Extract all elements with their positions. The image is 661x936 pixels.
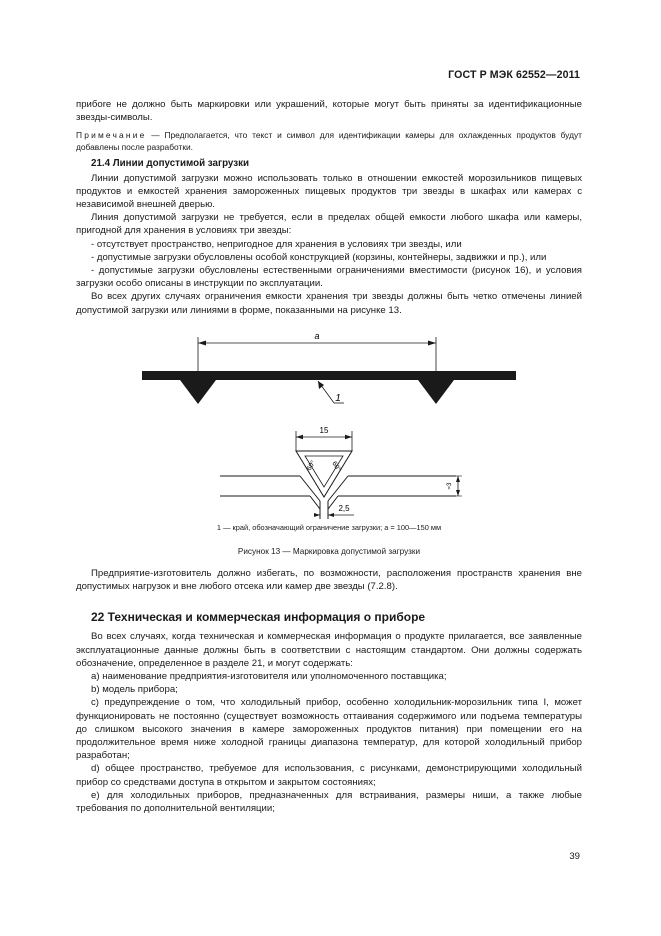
section-22-item-e: е) для холодильных приборов, предназначенных для встраивания, размеры ниши, а также любые требования по дополнительной вентиляции;	[76, 789, 582, 815]
dim-2-5-arrow-right	[328, 513, 334, 517]
section-21-4-p2: Линия допустимой загрузки не требуется, если в пределах общей емкости любого шкафа или камеры, пригодной для хранения в условиях три звезды:	[76, 212, 582, 237]
note	[76, 129, 582, 153]
load-line-bar	[142, 371, 516, 380]
figure-caption: Рисунок 13 — Маркировка допустимой загрузки	[237, 546, 421, 556]
section-22-item-a: а) наименование предприятия-изготовителя или уполномоченного поставщика;	[91, 671, 447, 683]
page-number: 39	[569, 851, 580, 862]
section-22-item-d: d) общее пространство, требуемое для использования, с рисунками, демонстрирующими холодильный прибор со средствами доступа в открытом и закрытом состояниях;	[76, 763, 582, 788]
intro-paragraph: прибore не должно быть маркировки или украшений, которые могут быть приняты за идентификационные звезды-символы.	[76, 99, 582, 124]
load-limit-triangle-right	[418, 380, 454, 404]
detail-slope-right-lower	[328, 496, 338, 509]
section-22-heading: 22 Техническая и коммерческая информация о приборе	[91, 610, 426, 625]
dim-a-arrow-right	[428, 340, 436, 345]
detail-slope-left-lower	[310, 496, 320, 509]
label-a: a	[314, 330, 320, 341]
dim-side-arrow-bottom	[456, 490, 460, 496]
detail-triangle-outer	[296, 451, 352, 497]
detail-slope-left	[300, 476, 320, 501]
section-21-4-p1: Линии допустимой загрузки можно использовать только в отношении емкостей морозильников пищевых продуктов и емкостей хранения замороженных пищевых продуктов три звезды в шкафах или камерах с независимой внешней дверью.	[76, 172, 582, 211]
page-content	[76, 98, 582, 815]
figure-13	[76, 319, 582, 567]
section-21-4-heading: 21.4 Линии допустимой загрузки	[91, 158, 250, 170]
section-22-p1: Во всех случаях, когда техническая и коммерческая информация о продукте прилагается, все заявленные эксплуатационные данные должны быть в соответствии с настоящим стандартом. Они должны содержать обозначение, определенное в разделе 21, и могут содержать:	[76, 631, 582, 669]
list-item-1: - отсутствует пространство, непригодное для хранения в условиях три звезды, или	[91, 238, 462, 250]
dim-15-arrow-left	[296, 435, 303, 439]
dim-side-label: ≈3	[447, 482, 453, 490]
figure-legend: 1 — край, обозначающий ограничение загрузки; a = 100—150 мм	[216, 522, 442, 532]
dim-right-label: 60°	[330, 460, 342, 473]
dim-left-label: 60°	[305, 459, 318, 472]
list-item-2: - допустимые загрузки обусловлены особой конструкцией (корзины, контейнеры, задвижки и пр.), или	[91, 251, 547, 263]
section-22-item-c: с) предупреждение о том, что холодильный прибор, особенно холодильник-морозильник типа I, может функционировать не постоянно (существует возможность оттаивания содержимого или подъема температуры до слишком высокого значения в камере замороженных продуктов питания) при помещении его на продолжительное время ниже холодной границы диапазона температур, для которой холодильный прибор разработан;	[76, 697, 582, 762]
load-limit-triangle-left	[180, 380, 216, 404]
document-id: ГОСТ Р МЭК 62552—2011	[448, 69, 580, 81]
detail-slope-right	[328, 476, 348, 501]
section-21-4-p3: Во всех других случаях ограничения емкости хранения три звезды должны быть четко отмечены линией допустимой загрузки или линиями в форме, показанными на рисунке 13.	[76, 291, 582, 316]
after-figure-paragraph: Предприятие-изготовитель должно избегать, по возможности, расположения пространств хранения вне допустимых нагрузок и вне любого отсека или камер две звезды (7.2.8).	[76, 567, 582, 593]
dim-a-arrow-left	[198, 340, 206, 345]
label-1: 1	[335, 392, 341, 404]
dim-15-label: 15	[319, 425, 329, 435]
section-22-item-b: b) модель прибора;	[91, 684, 178, 696]
dim-2-5-label: 2,5	[338, 503, 350, 513]
dim-side-arrow-top	[456, 476, 460, 482]
load-line-drawing	[76, 319, 582, 519]
note-label: Примечание	[76, 130, 147, 141]
dim-2-5-arrow-left	[314, 513, 320, 517]
dim-15-arrow-right	[345, 435, 352, 439]
list-item-3: - допустимые загрузки обусловлены естественными ограничениями вместимости (рисунок 16), и условия загрузки особо описаны в инструкции по эксплуатации.	[76, 265, 582, 290]
note-text: — Предполагается, что текст и символ для идентификации камеры для охлажденных продуктов будут добавлены после разработки.	[76, 130, 582, 153]
